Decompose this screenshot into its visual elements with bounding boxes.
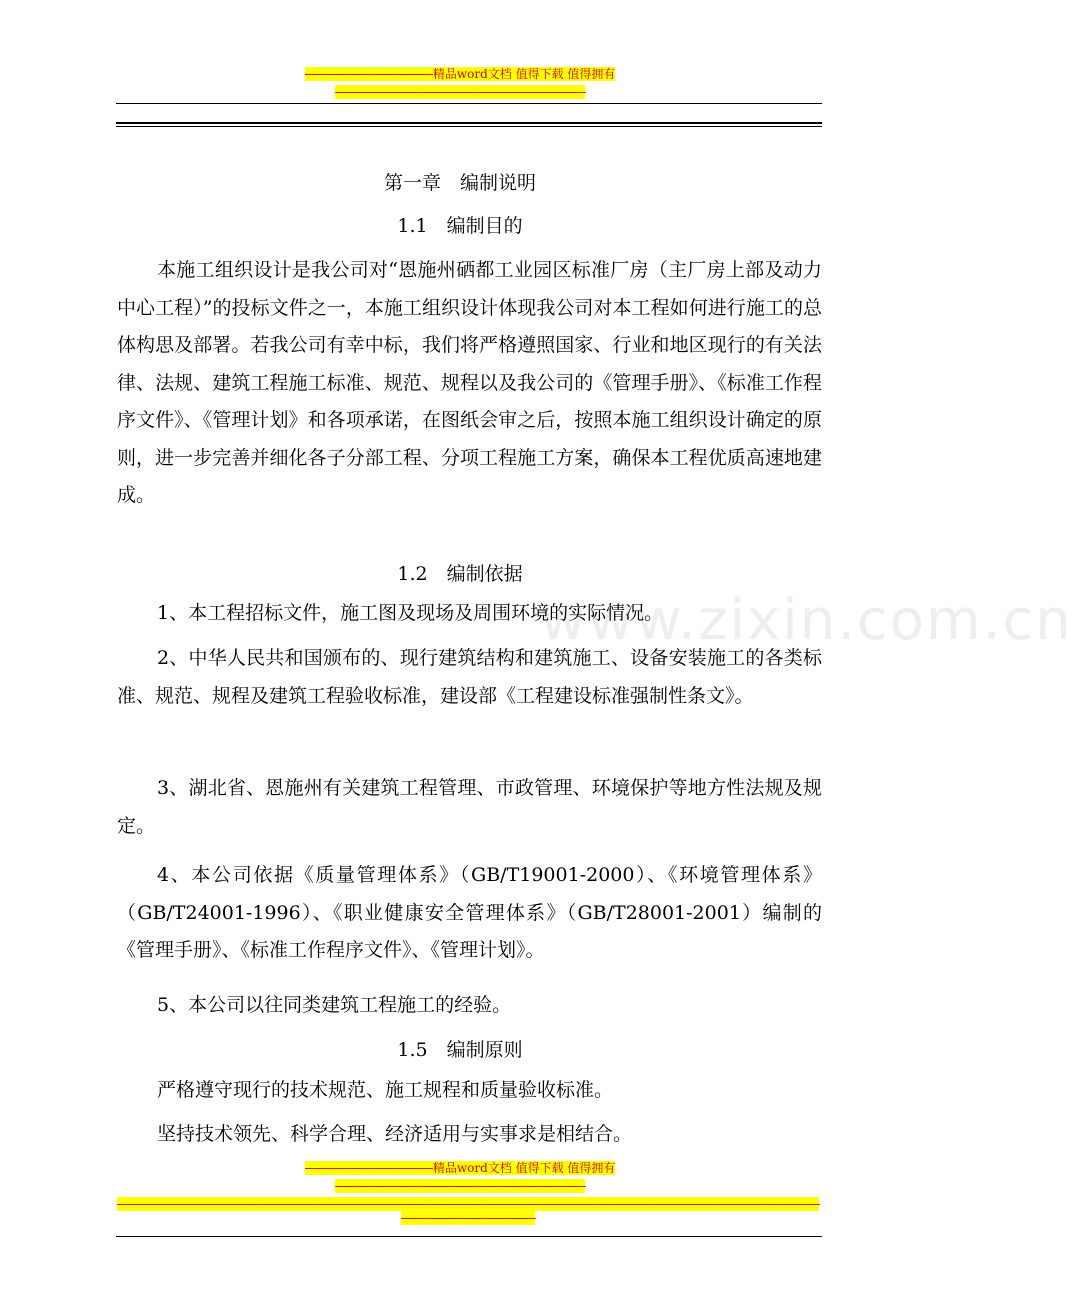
footer-banner-dashes-3: ---------------------------------------------------------------------------------------------------------------------------------------------------------------------------------------------------------------------------------------------------------------------------------- bbox=[116, 1197, 820, 1225]
paragraph-basis-5: 5、本公司以往同类建筑工程施工的经验。 bbox=[157, 994, 512, 1016]
footer-banner-line-1 bbox=[0, 1160, 920, 1176]
header-banner-text: 精品word文档 值得下载 值得拥有 bbox=[432, 67, 616, 81]
header-rule-double-bottom bbox=[116, 126, 822, 127]
paragraph-purpose: 本施工组织设计是我公司对“恩施州硒都工业园区标准厂房（主厂房上部及动力中心工程）”的投标文件之一，本施工组织设计体现我公司对本工程如何进行施工的总体构思及部署。若我公司有幸中标，我们将严格遵照国家、行业和地区现行的有关法律、法规、建筑工程施工标准、规范、规程以及我公司的《管理手册》、《标准工作程序文件》、《管理计划》和各项承诺，在图纸会审之后，按照本施工组织设计确定的原则，进一步完善并细化各子分部工程、分项工程施工方案，确保本工程优质高速地建成。 bbox=[117, 259, 822, 506]
header-banner-dashes: ------------------------------------------ bbox=[304, 67, 433, 81]
section-heading-1-2: 1.2 编制依据 bbox=[397, 563, 523, 585]
paragraph-principle-2: 坚持技术领先、科学合理、经济适用与实事求是相结合。 bbox=[157, 1123, 633, 1145]
header-rule-thin bbox=[116, 103, 822, 104]
paragraph-basis-1: 1、本工程招标文件，施工图及现场及周围环境的实际情况。 bbox=[157, 602, 664, 624]
header-rule-double-top bbox=[116, 122, 822, 124]
section-heading-1-1: 1.1 编制目的 bbox=[397, 215, 523, 237]
chapter-title: 第一章 编制说明 bbox=[383, 172, 536, 194]
paragraph-basis-3: 3、湖北省、恩施州有关建筑工程管理、市政管理、环境保护等地方性法规及规定。 bbox=[117, 777, 822, 837]
footer-rule bbox=[116, 1236, 822, 1237]
footer-banner-dashes: ------------------------------------------ bbox=[304, 1161, 433, 1175]
header-banner-line-1 bbox=[0, 66, 920, 82]
footer-banner-dashes-2: ---------------------------------------------------------------------------------- bbox=[334, 1179, 586, 1193]
footer-banner-line-3 bbox=[116, 1197, 820, 1225]
paragraph-basis-2: 2、中华人民共和国颁布的、现行建筑结构和建筑施工、设备安装施工的各类标准、规范、规程及建筑工程验收标准，建设部《工程建设标准强制性条文》。 bbox=[117, 647, 822, 707]
paragraph-basis-4: 4、本公司依据《质量管理体系》（GB/T19001-2000）、《环境管理体系》（GB/T24001-1996）、《职业健康安全管理体系》（GB/T28001-2001）编制的《管理手册》、《标准工作程序文件》、《管理计划》。 bbox=[117, 864, 822, 961]
footer-banner-line-2 bbox=[0, 1178, 920, 1194]
footer-banner-text: 精品word文档 值得下载 值得拥有 bbox=[432, 1161, 616, 1175]
watermark: www.zixin.com.cn bbox=[540, 588, 1073, 653]
header-banner-line-2 bbox=[0, 84, 920, 100]
section-heading-1-5: 1.5 编制原则 bbox=[397, 1039, 523, 1061]
paragraph-principle-1: 严格遵守现行的技术规范、施工规程和质量验收标准。 bbox=[157, 1079, 614, 1101]
header-banner-dashes-2: ---------------------------------------------------------------------------------- bbox=[334, 85, 586, 99]
